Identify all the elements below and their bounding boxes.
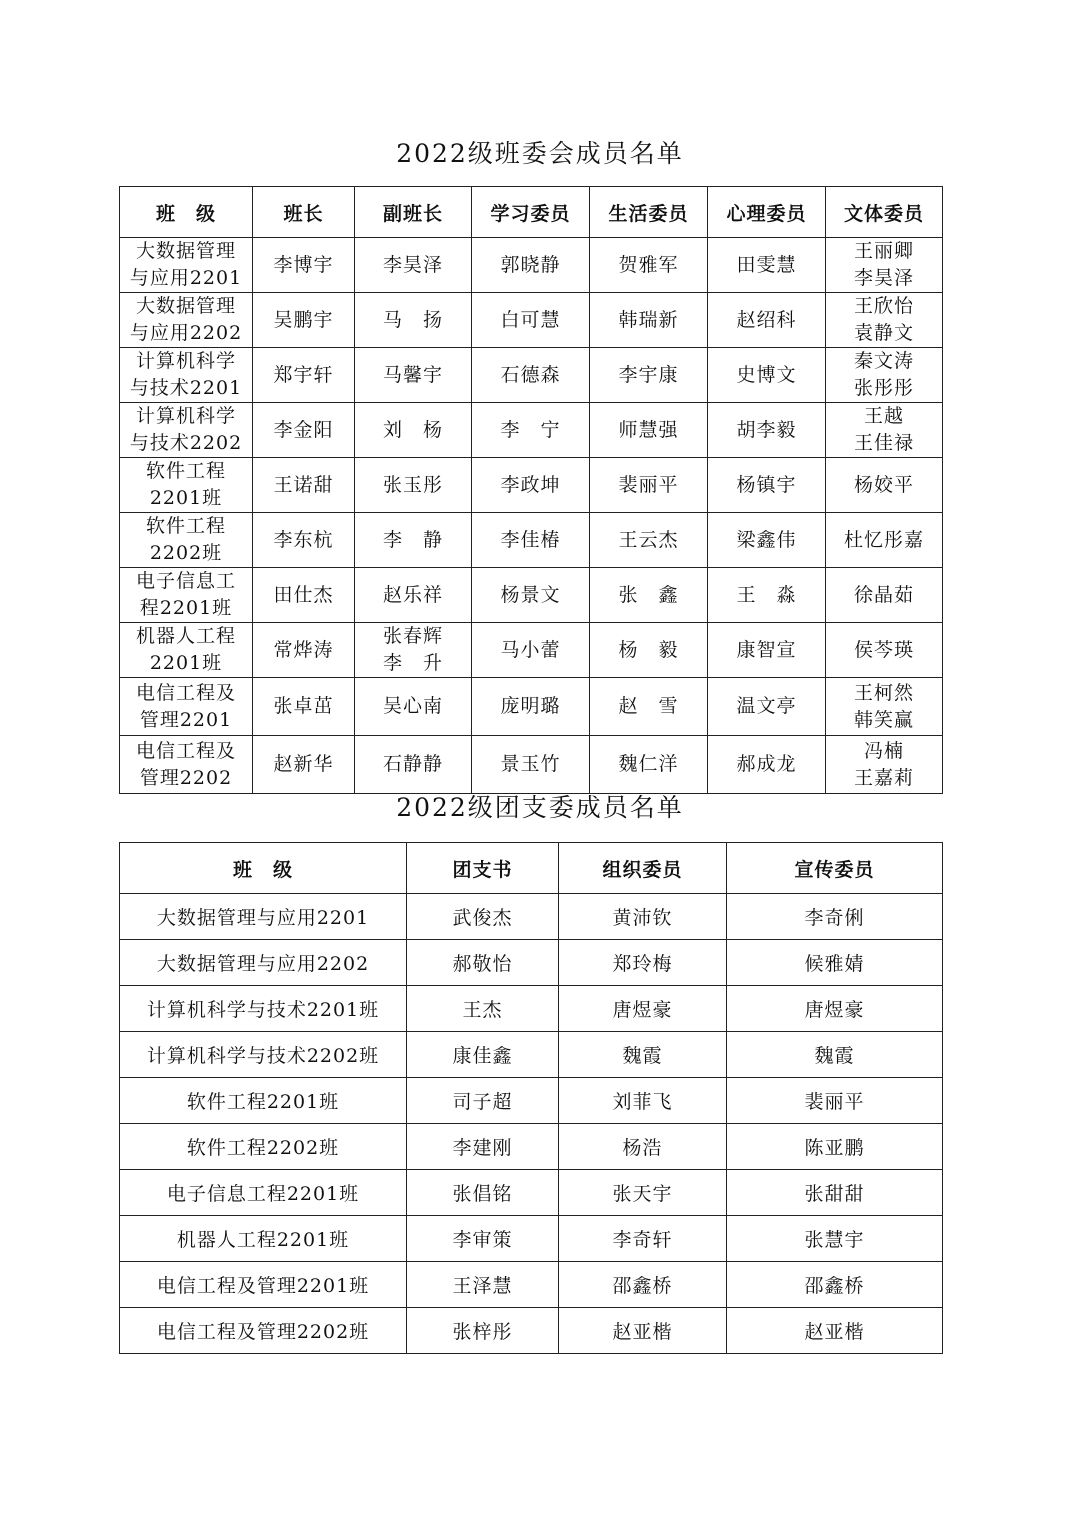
class-name-cell: 电信工程及管理2202班 [120, 1308, 407, 1354]
class-name-cell [120, 568, 253, 623]
study-cell: 郭晓静 [472, 238, 590, 293]
header-life: 生活委员 [590, 187, 708, 238]
arts-cell-line: 冯楠 [863, 739, 904, 762]
publicity-cell: 唐煜豪 [727, 986, 943, 1032]
table-row [120, 1216, 943, 1262]
arts-cell [826, 348, 943, 403]
publicity-cell: 赵亚楷 [727, 1308, 943, 1354]
class-name-cell-line: 2201班 [149, 652, 223, 674]
vice-monitor-cell [355, 678, 472, 736]
psych-cell: 温文亭 [708, 678, 826, 736]
arts-cell [826, 736, 943, 794]
arts-cell [826, 293, 943, 348]
secretary-cell: 司子超 [407, 1078, 559, 1124]
study-cell: 李政坤 [472, 458, 590, 513]
class-name-cell [120, 458, 253, 513]
life-cell: 师慧强 [590, 403, 708, 458]
header-publicity: 宣传委员 [727, 843, 943, 894]
psych-cell: 郝成龙 [708, 736, 826, 794]
secretary-cell: 康佳鑫 [407, 1032, 559, 1078]
class-committee-header-row [120, 187, 943, 238]
organize-cell: 刘菲飞 [559, 1078, 727, 1124]
vice-monitor-cell [355, 623, 472, 678]
class-name-cell-line: 大数据管理 [135, 295, 236, 317]
vice-monitor-cell-line: 李 升 [382, 652, 443, 674]
class-name-cell-line: 2201班 [149, 487, 223, 509]
header-vice-monitor: 副班长 [355, 187, 472, 238]
table-row [120, 1170, 943, 1216]
header-secretary: 团支书 [407, 843, 559, 894]
arts-cell [826, 458, 943, 513]
league-committee-header-row [120, 843, 943, 894]
table-row [120, 513, 943, 568]
table-row [120, 238, 943, 293]
class-name-cell: 大数据管理与应用2202 [120, 940, 407, 986]
vice-monitor-cell-line: 石静静 [382, 753, 443, 775]
organize-cell: 张天宇 [559, 1170, 727, 1216]
monitor-cell: 郑宇轩 [253, 348, 355, 403]
study-cell: 景玉竹 [472, 736, 590, 794]
secretary-cell: 郝敬怡 [407, 940, 559, 986]
publicity-cell: 邵鑫桥 [727, 1262, 943, 1308]
table-row [120, 1308, 943, 1354]
class-name-cell [120, 238, 253, 293]
arts-cell-line: 韩笑赢 [853, 708, 914, 731]
class-name-cell-line: 管理2202 [139, 766, 233, 789]
life-cell: 贺雅军 [590, 238, 708, 293]
class-name-cell-line: 程2201班 [139, 597, 233, 619]
class-committee-table [119, 186, 943, 794]
class-name-cell-line: 电信工程及 [135, 739, 236, 762]
arts-cell-line: 王丽卿 [853, 240, 914, 262]
life-cell: 王云杰 [590, 513, 708, 568]
table-row [120, 1124, 943, 1170]
life-cell: 裴丽平 [590, 458, 708, 513]
secretary-cell: 李审策 [407, 1216, 559, 1262]
arts-cell-line: 李昊泽 [853, 267, 914, 289]
header-monitor: 班长 [253, 187, 355, 238]
class-committee-title: 2022级班委会成员名单 [396, 139, 684, 168]
class-name-cell-line: 2202班 [149, 542, 223, 564]
table-row [120, 348, 943, 403]
vice-monitor-cell [355, 403, 472, 458]
monitor-cell: 田仕杰 [253, 568, 355, 623]
arts-cell-line: 王嘉莉 [853, 766, 914, 789]
table-row [120, 568, 943, 623]
organize-cell: 郑玲梅 [559, 940, 727, 986]
vice-monitor-cell [355, 348, 472, 403]
class-name-cell: 大数据管理与应用2201 [120, 894, 407, 940]
organize-cell: 赵亚楷 [559, 1308, 727, 1354]
class-name-cell-line: 与应用2201 [129, 267, 243, 289]
organize-cell: 唐煜豪 [559, 986, 727, 1032]
psych-cell: 赵绍科 [708, 293, 826, 348]
arts-cell-line: 王越 [863, 405, 904, 427]
arts-cell [826, 623, 943, 678]
class-name-cell [120, 403, 253, 458]
publicity-cell: 张慧宇 [727, 1216, 943, 1262]
class-name-cell: 软件工程2201班 [120, 1078, 407, 1124]
vice-monitor-cell [355, 293, 472, 348]
psych-cell: 杨镇宇 [708, 458, 826, 513]
study-cell: 马小蕾 [472, 623, 590, 678]
arts-cell-line: 秦文涛 [853, 350, 914, 372]
monitor-cell: 李东杭 [253, 513, 355, 568]
publicity-cell: 魏霞 [727, 1032, 943, 1078]
table-row [120, 736, 943, 794]
table-row [120, 1078, 943, 1124]
arts-cell [826, 513, 943, 568]
vice-monitor-cell [355, 736, 472, 794]
header-class: 班 级 [120, 187, 253, 238]
class-name-cell: 计算机科学与技术2201班 [120, 986, 407, 1032]
life-cell: 魏仁洋 [590, 736, 708, 794]
class-name-cell-line: 与技术2201 [129, 377, 243, 399]
secretary-cell: 王泽慧 [407, 1262, 559, 1308]
header-class: 班 级 [120, 843, 407, 894]
organize-cell: 黄沛钦 [559, 894, 727, 940]
table-row [120, 623, 943, 678]
vice-monitor-cell [355, 568, 472, 623]
publicity-cell: 张甜甜 [727, 1170, 943, 1216]
league-committee-table [119, 842, 943, 1354]
class-name-cell [120, 348, 253, 403]
class-name-cell-line: 机器人工程 [135, 625, 236, 647]
class-name-cell-line: 电子信息工 [135, 570, 236, 592]
class-name-cell: 软件工程2202班 [120, 1124, 407, 1170]
study-cell: 李 宁 [472, 403, 590, 458]
monitor-cell: 李金阳 [253, 403, 355, 458]
league-committee-title: 2022级团支委成员名单 [396, 793, 684, 822]
psych-cell: 梁鑫伟 [708, 513, 826, 568]
class-name-cell: 机器人工程2201班 [120, 1216, 407, 1262]
study-cell: 石德森 [472, 348, 590, 403]
vice-monitor-cell-line: 刘 杨 [382, 418, 443, 441]
organize-cell: 李奇轩 [559, 1216, 727, 1262]
arts-cell-line: 张彤彤 [853, 377, 914, 399]
vice-monitor-cell [355, 513, 472, 568]
psych-cell: 史博文 [708, 348, 826, 403]
arts-cell-line: 王佳禄 [853, 432, 914, 454]
vice-monitor-cell-line: 李昊泽 [382, 253, 443, 276]
publicity-cell: 候雅婧 [727, 940, 943, 986]
table-row [120, 1032, 943, 1078]
vice-monitor-cell-line: 马馨宇 [382, 363, 443, 386]
psych-cell: 胡李毅 [708, 403, 826, 458]
table-row [120, 1262, 943, 1308]
class-name-cell-line: 与技术2202 [129, 432, 243, 454]
class-name-cell [120, 736, 253, 794]
vice-monitor-cell [355, 458, 472, 513]
vice-monitor-cell-line: 吴心南 [382, 695, 443, 717]
arts-cell-line: 杜忆彤嘉 [843, 528, 924, 551]
monitor-cell: 常烨涛 [253, 623, 355, 678]
class-name-cell [120, 678, 253, 736]
vice-monitor-cell [355, 238, 472, 293]
arts-cell [826, 678, 943, 736]
class-name-cell-line: 与应用2202 [129, 322, 243, 344]
class-name-cell: 电信工程及管理2201班 [120, 1262, 407, 1308]
arts-cell [826, 568, 943, 623]
vice-monitor-cell-line: 张春辉 [382, 625, 443, 647]
study-cell: 白可慧 [472, 293, 590, 348]
life-cell: 赵 雪 [590, 678, 708, 736]
psych-cell: 康智宣 [708, 623, 826, 678]
class-name-cell: 计算机科学与技术2202班 [120, 1032, 407, 1078]
organize-cell: 魏霞 [559, 1032, 727, 1078]
class-name-cell [120, 513, 253, 568]
class-name-cell-line: 计算机科学 [135, 405, 236, 427]
life-cell: 韩瑞新 [590, 293, 708, 348]
vice-monitor-cell-line: 赵乐祥 [382, 583, 443, 606]
monitor-cell: 赵新华 [253, 736, 355, 794]
study-cell: 杨景文 [472, 568, 590, 623]
table-row [120, 986, 943, 1032]
monitor-cell: 李博宇 [253, 238, 355, 293]
class-name-cell-line: 软件工程 [145, 515, 226, 537]
header-psych: 心理委员 [708, 187, 826, 238]
vice-monitor-cell-line: 李 静 [382, 528, 443, 551]
publicity-cell: 李奇俐 [727, 894, 943, 940]
table-row [120, 403, 943, 458]
study-cell: 李佳椿 [472, 513, 590, 568]
arts-cell [826, 238, 943, 293]
arts-cell-line: 王柯然 [853, 681, 914, 704]
secretary-cell: 王杰 [407, 986, 559, 1032]
class-name-cell-line: 管理2201 [139, 708, 233, 731]
publicity-cell: 裴丽平 [727, 1078, 943, 1124]
secretary-cell: 武俊杰 [407, 894, 559, 940]
arts-cell-line: 王欣怡 [853, 295, 914, 317]
class-name-cell-line: 计算机科学 [135, 350, 236, 372]
class-name-cell: 电子信息工程2201班 [120, 1170, 407, 1216]
arts-cell-line: 袁静文 [853, 322, 914, 344]
monitor-cell: 吴鹏宇 [253, 293, 355, 348]
organize-cell: 杨浩 [559, 1124, 727, 1170]
arts-cell-line: 徐晶茹 [853, 583, 914, 606]
arts-cell-line: 侯芩瑛 [853, 638, 914, 661]
psych-cell: 王 淼 [708, 568, 826, 623]
header-organize: 组织委员 [559, 843, 727, 894]
arts-cell [826, 403, 943, 458]
class-name-cell-line: 电信工程及 [135, 681, 236, 704]
life-cell: 杨 毅 [590, 623, 708, 678]
monitor-cell: 张卓茁 [253, 678, 355, 736]
table-row [120, 293, 943, 348]
arts-cell-line: 杨姣平 [853, 473, 914, 496]
publicity-cell: 陈亚鹏 [727, 1124, 943, 1170]
class-name-cell [120, 623, 253, 678]
organize-cell: 邵鑫桥 [559, 1262, 727, 1308]
vice-monitor-cell-line: 马 扬 [382, 308, 443, 331]
secretary-cell: 李建刚 [407, 1124, 559, 1170]
life-cell: 张 鑫 [590, 568, 708, 623]
class-name-cell-line: 大数据管理 [135, 240, 236, 262]
class-name-cell [120, 293, 253, 348]
class-name-cell-line: 软件工程 [145, 460, 226, 482]
table-row [120, 458, 943, 513]
table-row [120, 894, 943, 940]
life-cell: 李宇康 [590, 348, 708, 403]
table-row [120, 940, 943, 986]
psych-cell: 田雯慧 [708, 238, 826, 293]
secretary-cell: 张梓彤 [407, 1308, 559, 1354]
header-arts: 文体委员 [826, 187, 943, 238]
secretary-cell: 张倡铭 [407, 1170, 559, 1216]
table-row [120, 678, 943, 736]
header-study: 学习委员 [472, 187, 590, 238]
study-cell: 庞明璐 [472, 678, 590, 736]
vice-monitor-cell-line: 张玉彤 [382, 473, 443, 496]
monitor-cell: 王诺甜 [253, 458, 355, 513]
